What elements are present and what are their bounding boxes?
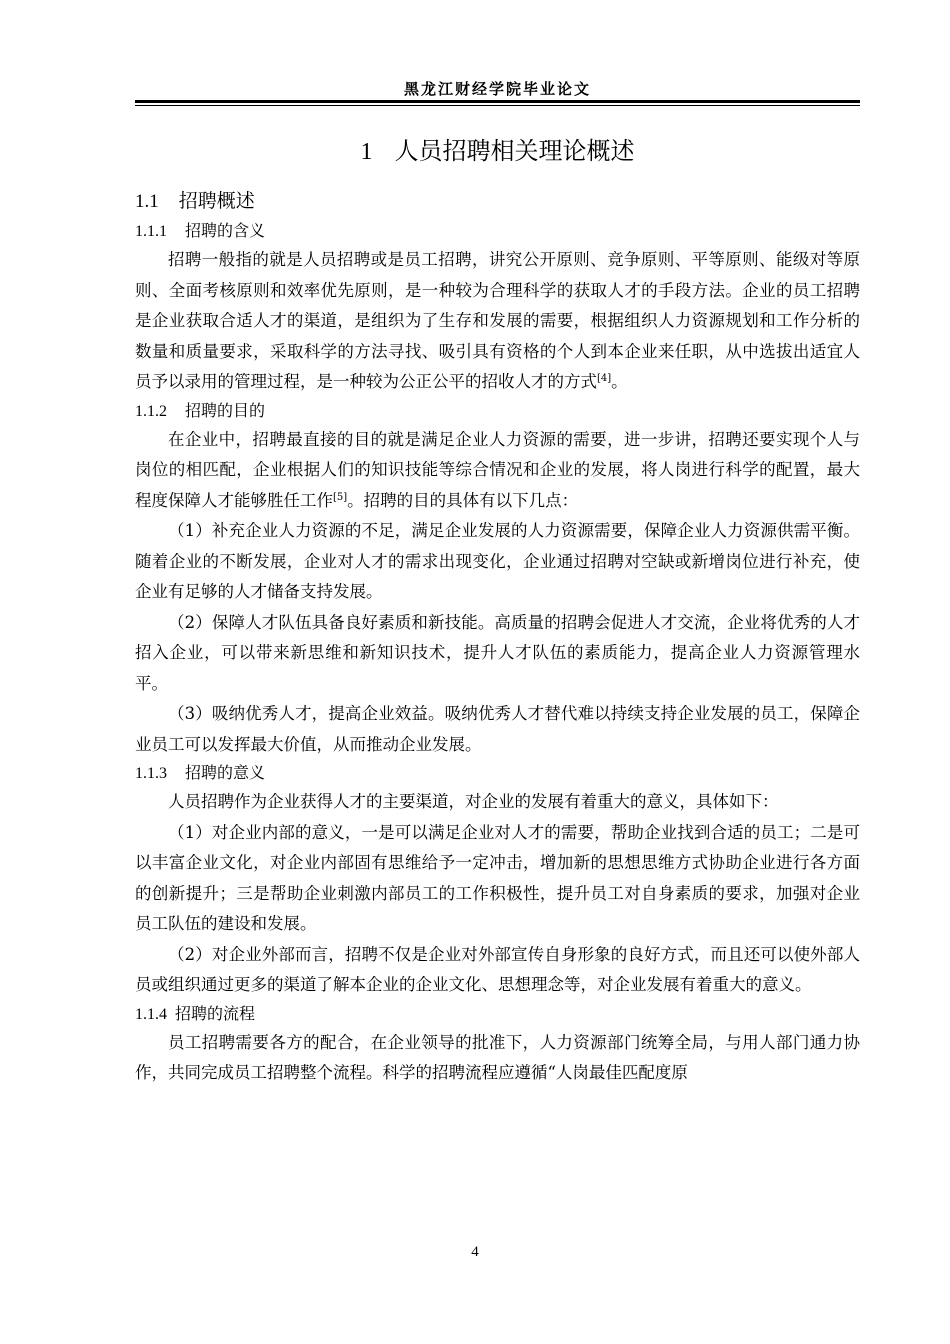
paragraph-text: 。 bbox=[611, 372, 628, 391]
page-content bbox=[135, 128, 860, 1089]
chapter-heading bbox=[135, 134, 860, 169]
chapter-number: 1 bbox=[360, 139, 373, 165]
paragraph: （1）对企业内部的意义，一是可以满足企业对人才的需要，帮助企业找到合适的员工；二是可以丰富企业文化，对企业内部固有思维给予一定冲击，增加新的思想思维方式协助企业进行各方面的创新提升；三是帮助企业刺激内部员工的工作积极性，提升员工对自身素质的要求，加强对企业员工队伍的建设和发展。 bbox=[135, 822, 860, 933]
subsection-heading-1-1-3 bbox=[135, 760, 860, 787]
section-heading-1-1 bbox=[135, 187, 860, 216]
paragraph: 员工招聘需要各方的配合，在企业领导的批准下，人力资源部门统筹全局，与用人部门通力协作，共同完成员工招聘整个流程。科学的招聘流程应遵循“人岗最佳匹配度原 bbox=[135, 1032, 860, 1082]
paragraph-text: 在企业中，招聘最直接的目的就是满足企业人力资源的需要，进一步讲，招聘还要实现个人与岗位的相匹配，企业根据人们的知识技能等综合情况和企业的发展，将人岗进行科学的配置，最大程度保障人才能够胜任工作 bbox=[135, 429, 860, 510]
header-rule-thick bbox=[135, 100, 860, 103]
paragraph bbox=[135, 425, 860, 517]
paragraph-text: 招聘一般指的就是人员招聘或是员工招聘，讲究公开原则、竞争原则、平等原则、能级对等原则、全面考核原则和效率优先原则，是一种较为合理科学的获取人才的手段方法。企业的员工招聘是企业获取合适人才的渠道，是组织为了生存和发展的需要，根据组织人力资源规划和工作分析的数量和质量要求，采取科学的方法寻找、吸引具有资格的个人到本企业来任职，从中选拔出适宜人员予以录用的管理过程，是一种较为公正公平的招收人才的方式 bbox=[135, 250, 860, 391]
paragraph: 人员招聘作为企业获得人才的主要渠道，对企业的发展有着重大的意义，具体如下： bbox=[168, 792, 779, 811]
paragraph-text: 。招聘的目的具体有以下几点： bbox=[347, 490, 579, 510]
chapter-title: 人员招聘相关理论概述 bbox=[394, 137, 635, 165]
paragraph: （3）吸纳优秀人才，提高企业效益。吸纳优秀人才替代难以持续支持企业发展的员工，保障企业员工可以发挥最大价值，从而推动企业发展。 bbox=[135, 704, 860, 754]
subsection-number: 1.1.3 bbox=[135, 765, 167, 782]
subsection-heading-1-1-2 bbox=[135, 398, 860, 425]
subsection-title: 招聘的流程 bbox=[175, 1003, 256, 1023]
citation: [5] bbox=[333, 491, 348, 503]
subsection-number: 1.1.4 bbox=[135, 1005, 167, 1023]
header-rule-thin bbox=[135, 105, 860, 106]
paragraph: （2）对企业外部而言，招聘不仅是企业对外部宣传自身形象的良好方式，而且还可以使外部人员或组织通过更多的渠道了解本企业的企业文化、思想理念等，对企业发展有着重大的意义。 bbox=[135, 944, 860, 994]
paragraph: （2）保障人才队伍具备良好素质和新技能。高质量的招聘会促进人才交流，企业将优秀的人才招入企业，可以带来新思维和新知识技术，提升人才队伍的素质能力，提高企业人力资源管理水平。 bbox=[135, 612, 860, 693]
subsection-number: 1.1.1 bbox=[135, 223, 167, 240]
citation: [4] bbox=[597, 373, 612, 384]
subsection-number: 1.1.2 bbox=[135, 402, 167, 420]
subsection-heading-1-1-1 bbox=[135, 218, 860, 245]
section-title: 招聘概述 bbox=[178, 190, 255, 212]
subsection-title: 招聘的含义 bbox=[185, 221, 266, 240]
section-number: 1.1 bbox=[135, 191, 159, 212]
page-number: 4 bbox=[471, 1244, 479, 1260]
running-header: 黑龙江财经学院毕业论文 bbox=[403, 80, 591, 98]
paragraph: （1）补充企业人力资源的不足，满足企业发展的人力资源需要，保障企业人力资源供需平衡。随着企业的不断发展，企业对人才的需求出现变化，企业通过招聘对空缺或新增岗位进行补充，使企业有足够的人才储备支持发展。 bbox=[135, 521, 860, 601]
subsection-title: 招聘的目的 bbox=[185, 400, 266, 420]
subsection-heading-1-1-4 bbox=[135, 1001, 860, 1028]
paragraph bbox=[135, 245, 860, 398]
subsection-title: 招聘的意义 bbox=[185, 763, 266, 782]
